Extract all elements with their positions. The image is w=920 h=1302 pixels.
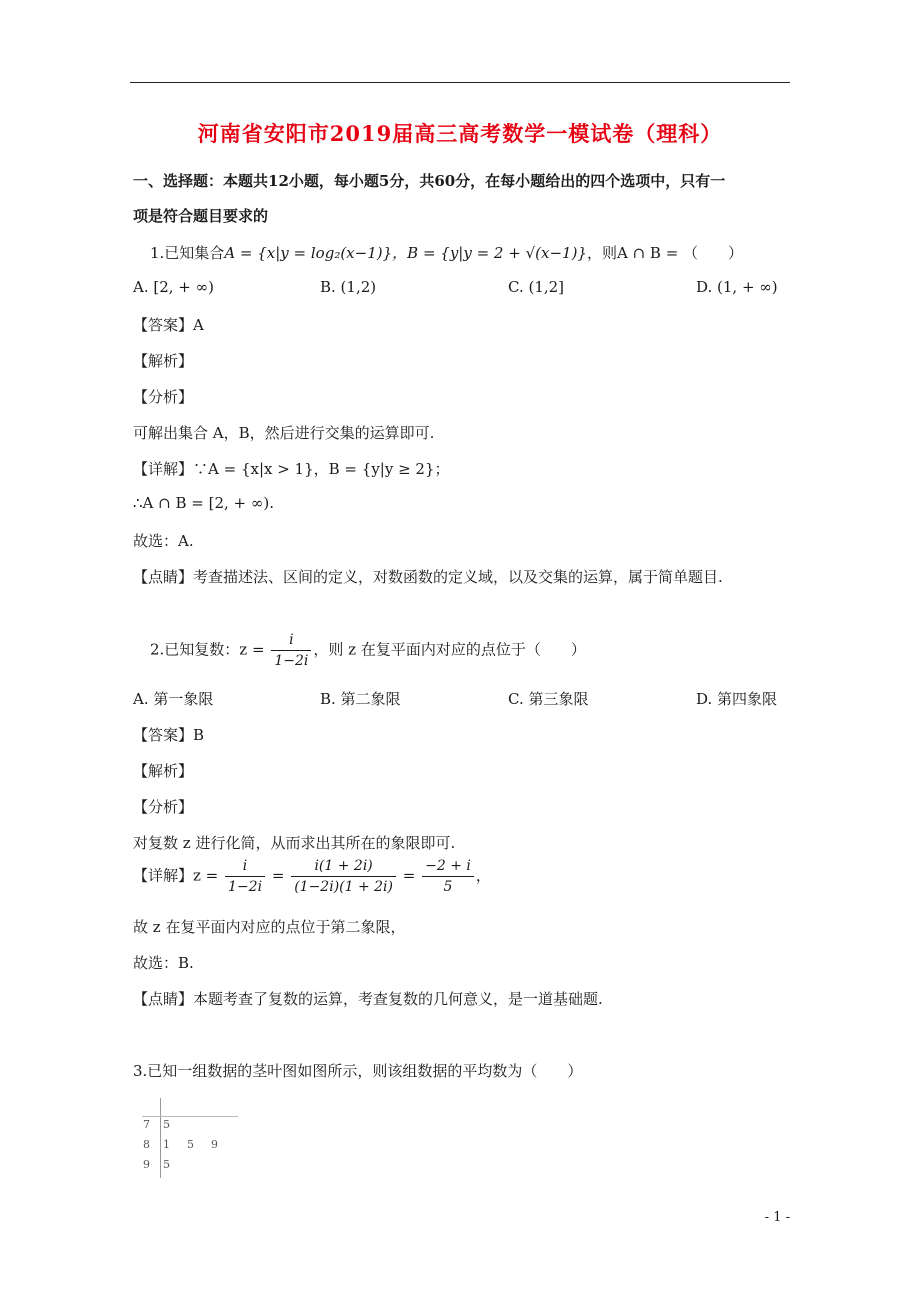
q2-detail-eq-2: = bbox=[402, 866, 416, 885]
q3-stem: 3.已知一组数据的茎叶图如图所示，则该组数据的平均数为（ ） bbox=[133, 1062, 583, 1080]
stem-value: 8 bbox=[143, 1138, 150, 1151]
q2-choice: 故选：B. bbox=[133, 954, 194, 972]
header-rule bbox=[130, 82, 790, 83]
q1-set-a: A = {x|y = log₂(x−1)} bbox=[224, 244, 393, 262]
q2-detail-suffix: ， bbox=[475, 866, 491, 885]
q2-frac-num: i bbox=[271, 630, 311, 651]
q1-jiexi: 【解析】 bbox=[133, 352, 194, 370]
q1-option-b: B. (1,2) bbox=[320, 278, 377, 296]
q2-stem bbox=[150, 630, 586, 671]
leaf-value: 5 bbox=[163, 1118, 170, 1131]
leaf-value: 5 bbox=[187, 1138, 194, 1151]
q1-analysis: 可解出集合 A，B，然后进行交集的运算即可. bbox=[133, 424, 435, 442]
q1-detail-2: ∴A ∩ B = [2, + ∞). bbox=[133, 494, 274, 512]
q2-frac-den: 1−2i bbox=[274, 653, 309, 669]
q2-analysis: 对复数 z 进行化简，从而求出其所在的象限即可. bbox=[133, 834, 456, 852]
q1-fenxi: 【分析】 bbox=[133, 388, 194, 406]
stem-leaf-top-rule bbox=[142, 1116, 238, 1117]
q2-stem-suffix: ，则 z 在复平面内对应的点位于（ ） bbox=[313, 640, 586, 659]
q2-option-d: D. 第四象限 bbox=[696, 690, 778, 708]
q2-detail-frac-1-num: i bbox=[225, 856, 265, 877]
q1-option-c: C. (1,2] bbox=[508, 278, 565, 296]
q2-detail-frac-3-den: 5 bbox=[443, 879, 453, 895]
leaf-value: 9 bbox=[211, 1138, 218, 1151]
q2-answer: 【答案】B bbox=[133, 726, 205, 744]
stem-leaf-row bbox=[143, 1138, 235, 1151]
q2-detail-prefix: 【详解】z = bbox=[133, 866, 219, 885]
q2-detail-eq-1: = bbox=[271, 866, 285, 885]
leaf-value: 1 bbox=[163, 1138, 170, 1151]
stem-leaf-row bbox=[143, 1118, 187, 1131]
q2-option-c: C. 第三象限 bbox=[508, 690, 589, 708]
q2-stem-prefix: 2.已知复数：z = bbox=[150, 640, 265, 659]
q2-conclusion: 故 z 在复平面内对应的点位于第二象限， bbox=[133, 918, 406, 936]
q2-detail-frac-2-den: (1−2i)(1 + 2i) bbox=[294, 879, 393, 895]
q1-choice: 故选：A. bbox=[133, 532, 194, 550]
q2-detail-frac-3-num: −2 + i bbox=[422, 856, 474, 877]
q2-detail bbox=[133, 856, 491, 897]
q2-fenxi: 【分析】 bbox=[133, 798, 194, 816]
stem-leaf-plot bbox=[140, 1098, 240, 1178]
q2-detail-frac-2-num: i(1 + 2i) bbox=[291, 856, 396, 877]
q2-comment: 【点睛】本题考查了复数的运算，考查复数的几何意义，是一道基础题. bbox=[133, 990, 603, 1008]
q2-option-b: B. 第二象限 bbox=[320, 690, 401, 708]
q2-option-a: A. 第一象限 bbox=[133, 690, 214, 708]
q2-fraction bbox=[271, 630, 311, 671]
q1-stem bbox=[150, 242, 743, 263]
section-heading-line2: 项是符合题目要求的 bbox=[133, 207, 269, 225]
q1-option-d: D. (1, + ∞) bbox=[696, 278, 778, 296]
leaf-value: 5 bbox=[163, 1158, 170, 1171]
section-heading-line1: 一、选择题：本题共12小题，每小题5分，共60分，在每小题给出的四个选项中，只有一 bbox=[133, 172, 726, 190]
q1-stem-suffix: ，则A ∩ B = （ ） bbox=[586, 244, 744, 262]
page-number: - 1 - bbox=[764, 1210, 790, 1225]
page-title: 河南省安阳市2019届高三高考数学一模试卷（理科） bbox=[197, 121, 723, 146]
q2-detail-frac-2 bbox=[291, 856, 396, 897]
q1-comment: 【点睛】考查描述法、区间的定义，对数函数的定义域，以及交集的运算，属于简单题目. bbox=[133, 568, 723, 586]
q1-option-a: A. [2, + ∞) bbox=[133, 278, 214, 296]
q2-detail-frac-1-den: 1−2i bbox=[228, 879, 263, 895]
stem-leaf-row bbox=[143, 1158, 187, 1171]
q2-detail-frac-3 bbox=[422, 856, 474, 897]
stem-value: 7 bbox=[143, 1118, 150, 1131]
q1-set-b: ，B = {y|y = 2 + √(x−1)} bbox=[392, 244, 587, 262]
q1-answer: 【答案】A bbox=[133, 316, 204, 334]
stem-value: 9 bbox=[143, 1158, 150, 1171]
q1-stem-prefix: 1.已知集合 bbox=[150, 244, 225, 262]
q2-jiexi: 【解析】 bbox=[133, 762, 194, 780]
q2-detail-frac-1 bbox=[225, 856, 265, 897]
q1-detail-1: 【详解】∵A = {x|x > 1}，B = {y|y ≥ 2}； bbox=[133, 460, 450, 478]
